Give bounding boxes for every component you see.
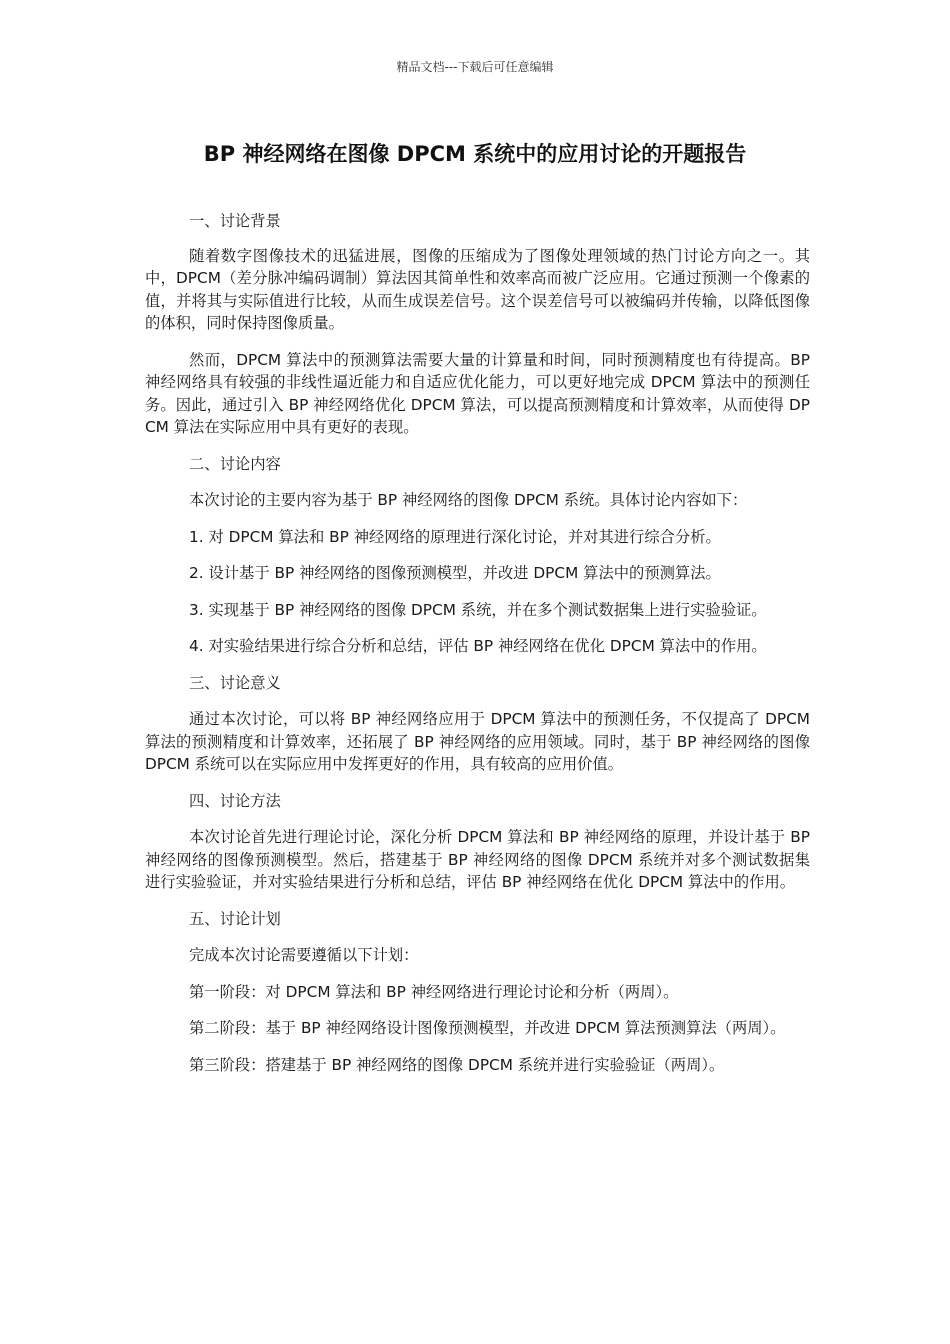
plan-stage-1: 第一阶段：对 DPCM 算法和 BP 神经网络进行理论讨论和分析（两周）。 bbox=[189, 982, 679, 1001]
list-item-content-1: 1. 对 DPCM 算法和 BP 神经网络的原理进行深化讨论，并对其进行综合分析。 bbox=[189, 527, 721, 546]
document-body bbox=[145, 210, 810, 1090]
document-title: BP 神经网络在图像 DPCM 系统中的应用讨论的开题报告 bbox=[203, 142, 747, 166]
plan-stage-3: 第三阶段：搭建基于 BP 神经网络的图像 DPCM 系统并进行实验验证（两周）。 bbox=[189, 1055, 725, 1074]
section-heading-significance: 三、讨论意义 bbox=[189, 673, 281, 692]
section-heading-plan: 五、讨论计划 bbox=[189, 909, 281, 928]
paragraph-background-2: 然而，DPCM 算法中的预测算法需要大量的计算量和时间，同时预测精度也有待提高。BP 神经网络具有较强的非线性逼近能力和自适应优化能力，可以更好地完成 DPCM 算法中的预测任务。因此，通过引入 BP 神经网络优化 DPCM 算法，可以提高预测精度和计算效率，从而使得 DPCM 算法在实际应用中具有更好的表现。 bbox=[145, 350, 810, 436]
list-item-content-2: 2. 设计基于 BP 神经网络的图像预测模型，并改进 DPCM 算法中的预测算法。 bbox=[189, 564, 721, 582]
paragraph-background-1: 随着数字图像技术的迅猛进展，图像的压缩成为了图像处理领域的热门讨论方向之一。其中，DPCM（差分脉冲编码调制）算法因其简单性和效率高而被广泛应用。它通过预测一个像素的值，并将其与实际值进行比较，从而生成误差信号。这个误差信号可以被编码并传输，以降低图像的体积，同时保持图像质量。 bbox=[145, 246, 810, 332]
section-heading-method: 四、讨论方法 bbox=[189, 791, 281, 810]
list-item-content-3: 3. 实现基于 BP 神经网络的图像 DPCM 系统，并在多个测试数据集上进行实验验证。 bbox=[189, 600, 767, 619]
paragraph-significance: 通过本次讨论，可以将 BP 神经网络应用于 DPCM 算法中的预测任务，不仅提高了 DPCM 算法的预测精度和计算效率，还拓展了 BP 神经网络的应用领域。同时，基于 BP 神经网络的图像 DPCM 系统可以在实际应用中发挥更好的作用，具有较高的应用价值。 bbox=[145, 710, 810, 773]
paragraph-content-intro: 本次讨论的主要内容为基于 BP 神经网络的图像 DPCM 系统。具体讨论内容如下： bbox=[189, 491, 748, 509]
section-heading-content: 二、讨论内容 bbox=[189, 454, 281, 473]
page-header: 精品文档---下载后可任意编辑 bbox=[396, 60, 554, 74]
section-heading-background: 一、讨论背景 bbox=[189, 212, 281, 230]
paragraph-method: 本次讨论首先进行理论讨论，深化分析 DPCM 算法和 BP 神经网络的原理，并设计基于 BP 神经网络的图像预测模型。然后，搭建基于 BP 神经网络的图像 DPCM 系统并对多个测试数据集进行实验验证，并对实验结果进行分析和总结，评估 BP 神经网络在优化 DPCM 算法中的作用。 bbox=[145, 828, 810, 891]
list-item-content-4: 4. 对实验结果进行综合分析和总结，评估 BP 神经网络在优化 DPCM 算法中的作用。 bbox=[189, 637, 767, 655]
plan-stage-2: 第二阶段：基于 BP 神经网络设计图像预测模型，并改进 DPCM 算法预测算法（两周）。 bbox=[189, 1019, 786, 1037]
paragraph-plan-intro: 完成本次讨论需要遵循以下计划： bbox=[189, 946, 419, 964]
